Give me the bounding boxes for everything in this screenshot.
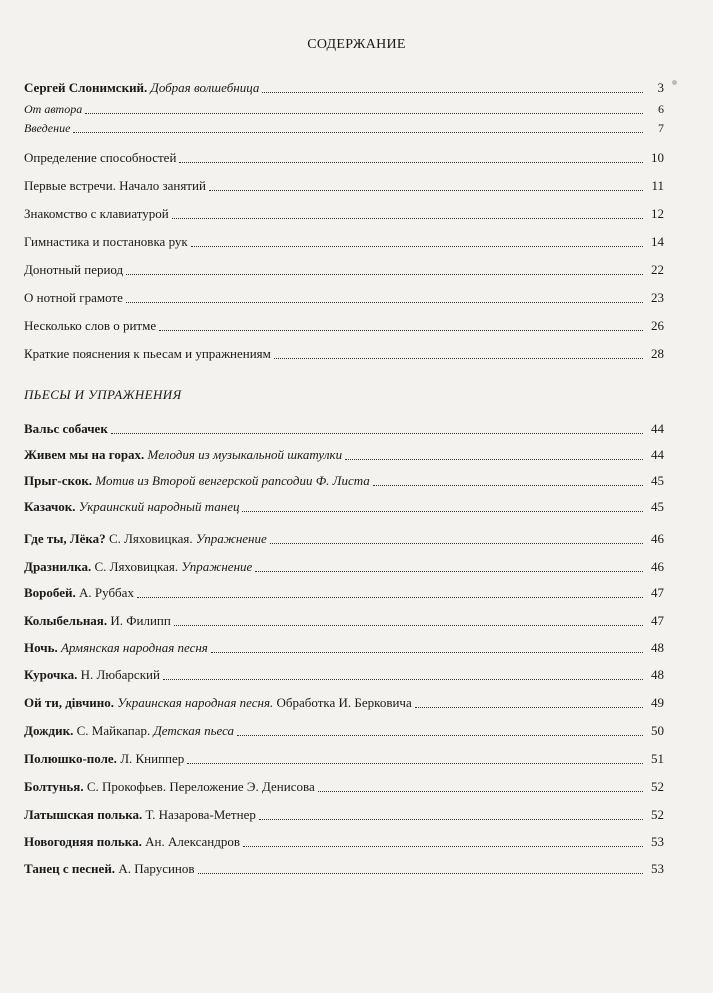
piece-name: Живем мы на горах. <box>24 447 145 462</box>
dot-leader <box>191 245 643 247</box>
dot-leader <box>274 357 643 359</box>
entry-work: Добрая волшебница <box>150 80 260 95</box>
page-number: 53 <box>651 861 664 876</box>
dot-leader <box>111 432 643 434</box>
piece-name: Колыбельная. <box>24 613 108 628</box>
piece-author: И. Филипп <box>110 613 171 628</box>
page-number: 45 <box>651 473 664 488</box>
dot-leader <box>126 273 643 275</box>
page-number: 50 <box>651 723 664 738</box>
toc-entry <box>24 262 664 278</box>
toc-entry <box>24 290 664 306</box>
piece-subtitle: Украинский народный танец <box>78 499 240 514</box>
page-number: 44 <box>651 447 664 462</box>
piece-subtitle: Мелодия из музыкальной шкатулки <box>147 447 343 462</box>
toc-piece <box>24 447 664 463</box>
page-number: 26 <box>651 318 664 333</box>
page-number: 44 <box>651 421 664 436</box>
dot-leader <box>172 217 643 219</box>
entry-text: Гимнастика и постановка рук <box>24 234 188 249</box>
piece-name: Где ты, Лёка? <box>24 531 106 546</box>
piece-name: Дождик. <box>24 723 74 738</box>
piece-name: Латышская полька. <box>24 807 143 822</box>
piece-name: Казачок. <box>24 499 76 514</box>
dot-leader <box>163 678 643 680</box>
dot-leader <box>198 872 643 874</box>
piece-name: Вальс собачек <box>24 421 108 436</box>
dot-leader <box>85 112 643 114</box>
entry-text: О нотной грамоте <box>24 290 123 305</box>
page-number: 11 <box>651 178 664 193</box>
dot-leader <box>237 734 643 736</box>
dot-leader <box>126 301 643 303</box>
piece-author: С. Майкапар. <box>76 723 151 738</box>
toc-piece <box>24 861 664 877</box>
piece-name: Воробей. <box>24 585 76 600</box>
dot-leader <box>174 624 643 626</box>
page-number: 12 <box>651 206 664 221</box>
entry-text: Донотный период <box>24 262 124 277</box>
page-number: 6 <box>658 102 664 116</box>
dot-leader <box>179 161 643 163</box>
dot-leader <box>137 596 643 598</box>
page-number: 51 <box>651 751 664 766</box>
page-number: 45 <box>651 499 664 514</box>
toc-piece <box>24 807 664 823</box>
piece-author: С. Ляховицкая. <box>108 531 193 546</box>
piece-name: Прыг-скок. <box>24 473 93 488</box>
dot-leader <box>243 845 643 847</box>
toc-piece <box>24 531 664 547</box>
toc-piece <box>24 779 664 795</box>
dot-leader <box>73 131 643 133</box>
entry-work: От автора <box>24 102 83 116</box>
page-number: 46 <box>651 531 664 546</box>
toc-piece <box>24 695 664 711</box>
page-number: 48 <box>651 640 664 655</box>
page-number: 47 <box>651 585 664 600</box>
page-number: 14 <box>651 234 664 249</box>
page-number: 23 <box>651 290 664 305</box>
toc-piece <box>24 421 664 437</box>
page-number: 22 <box>651 262 664 277</box>
dot-leader <box>270 542 643 544</box>
page-number: 52 <box>651 807 664 822</box>
entry-text: Краткие пояснения к пьесам и упражнениям <box>24 346 271 361</box>
toc-entry-foreword <box>24 80 664 96</box>
toc-piece <box>24 834 664 850</box>
dot-leader <box>345 458 643 460</box>
piece-name: Ой ти, дівчино. <box>24 695 115 710</box>
dot-leader <box>373 484 643 486</box>
dot-leader <box>259 818 643 820</box>
toc-entry-introduction <box>24 120 664 136</box>
dot-leader <box>211 651 643 653</box>
piece-author: С. Ляховицкая. <box>94 559 179 574</box>
toc-piece <box>24 640 664 656</box>
dot-leader <box>159 329 643 331</box>
piece-author: А. Руббах <box>79 585 134 600</box>
page-number: 52 <box>651 779 664 794</box>
toc-entry <box>24 150 664 166</box>
toc-piece <box>24 559 664 575</box>
entry-text: Знакомство с клавиатурой <box>24 206 169 221</box>
piece-subtitle: Украинская народная песня. <box>117 695 274 710</box>
page-number: 46 <box>651 559 664 574</box>
entry-text: Несколько слов о ритме <box>24 318 157 333</box>
dot-leader <box>255 570 643 572</box>
dot-leader <box>242 510 643 512</box>
piece-subtitle: Упражнение <box>181 559 253 574</box>
toc-entry <box>24 234 664 250</box>
dot-leader <box>415 706 643 708</box>
dot-leader <box>187 762 643 764</box>
page-title: СОДЕРЖАНИЕ <box>307 37 406 52</box>
piece-author: Л. Книппер <box>120 751 185 766</box>
piece-author: А. Парусинов <box>118 861 195 876</box>
piece-name: Новогодняя полька. <box>24 834 142 849</box>
piece-name: Танец с песней. <box>24 861 116 876</box>
toc-piece <box>24 723 664 739</box>
toc-piece <box>24 499 664 515</box>
entry-work: Введение <box>24 121 71 135</box>
page-number: 7 <box>658 121 664 135</box>
entry-author: Сергей Слонимский. <box>24 80 148 95</box>
page-number: 3 <box>657 80 664 95</box>
piece-name: Ночь. <box>24 640 58 655</box>
piece-author: С. Прокофьев. Переложение Э. Денисова <box>86 779 315 794</box>
toc-piece <box>24 613 664 629</box>
entry-text: Определение способностей <box>24 150 177 165</box>
piece-name: Полюшко-поле. <box>24 751 117 766</box>
piece-name: Дразнилка. <box>24 559 92 574</box>
piece-subtitle: Детская пьеса <box>153 723 235 738</box>
page-number: 53 <box>651 834 664 849</box>
piece-name: Курочка. <box>24 667 78 682</box>
toc-entry <box>24 318 664 334</box>
toc-piece <box>24 667 664 683</box>
piece-subtitle: Мотив из Второй венгерской рапсодии Ф. Листа <box>95 473 370 488</box>
toc-entry <box>24 346 664 362</box>
entry-text: Первые встречи. Начало занятий <box>24 178 206 193</box>
piece-name: Болтунья. <box>24 779 84 794</box>
section-heading: ПЬЕСЫ И УПРАЖНЕНИЯ <box>24 387 182 402</box>
toc-entry-from-author <box>24 101 664 117</box>
toc-entry <box>24 206 664 222</box>
toc-piece <box>24 751 664 767</box>
print-speck <box>672 80 677 85</box>
toc-entry <box>24 178 664 194</box>
toc-piece <box>24 473 664 489</box>
page-number: 49 <box>651 695 664 710</box>
piece-author: Н. Любарский <box>80 667 160 682</box>
piece-subtitle: Армянская народная песня <box>60 640 208 655</box>
piece-author: Ан. Александров <box>145 834 240 849</box>
dot-leader <box>209 189 643 191</box>
dot-leader <box>262 91 643 93</box>
dot-leader <box>318 790 643 792</box>
piece-subtitle: Упражнение <box>195 531 267 546</box>
page-number: 10 <box>651 150 664 165</box>
piece-author: Т. Назарова-Метнер <box>145 807 256 822</box>
page-number: 47 <box>651 613 664 628</box>
toc-piece <box>24 585 664 601</box>
piece-arranger: Обработка И. Берковича <box>276 695 412 710</box>
page-number: 28 <box>651 346 664 361</box>
page-number: 48 <box>651 667 664 682</box>
